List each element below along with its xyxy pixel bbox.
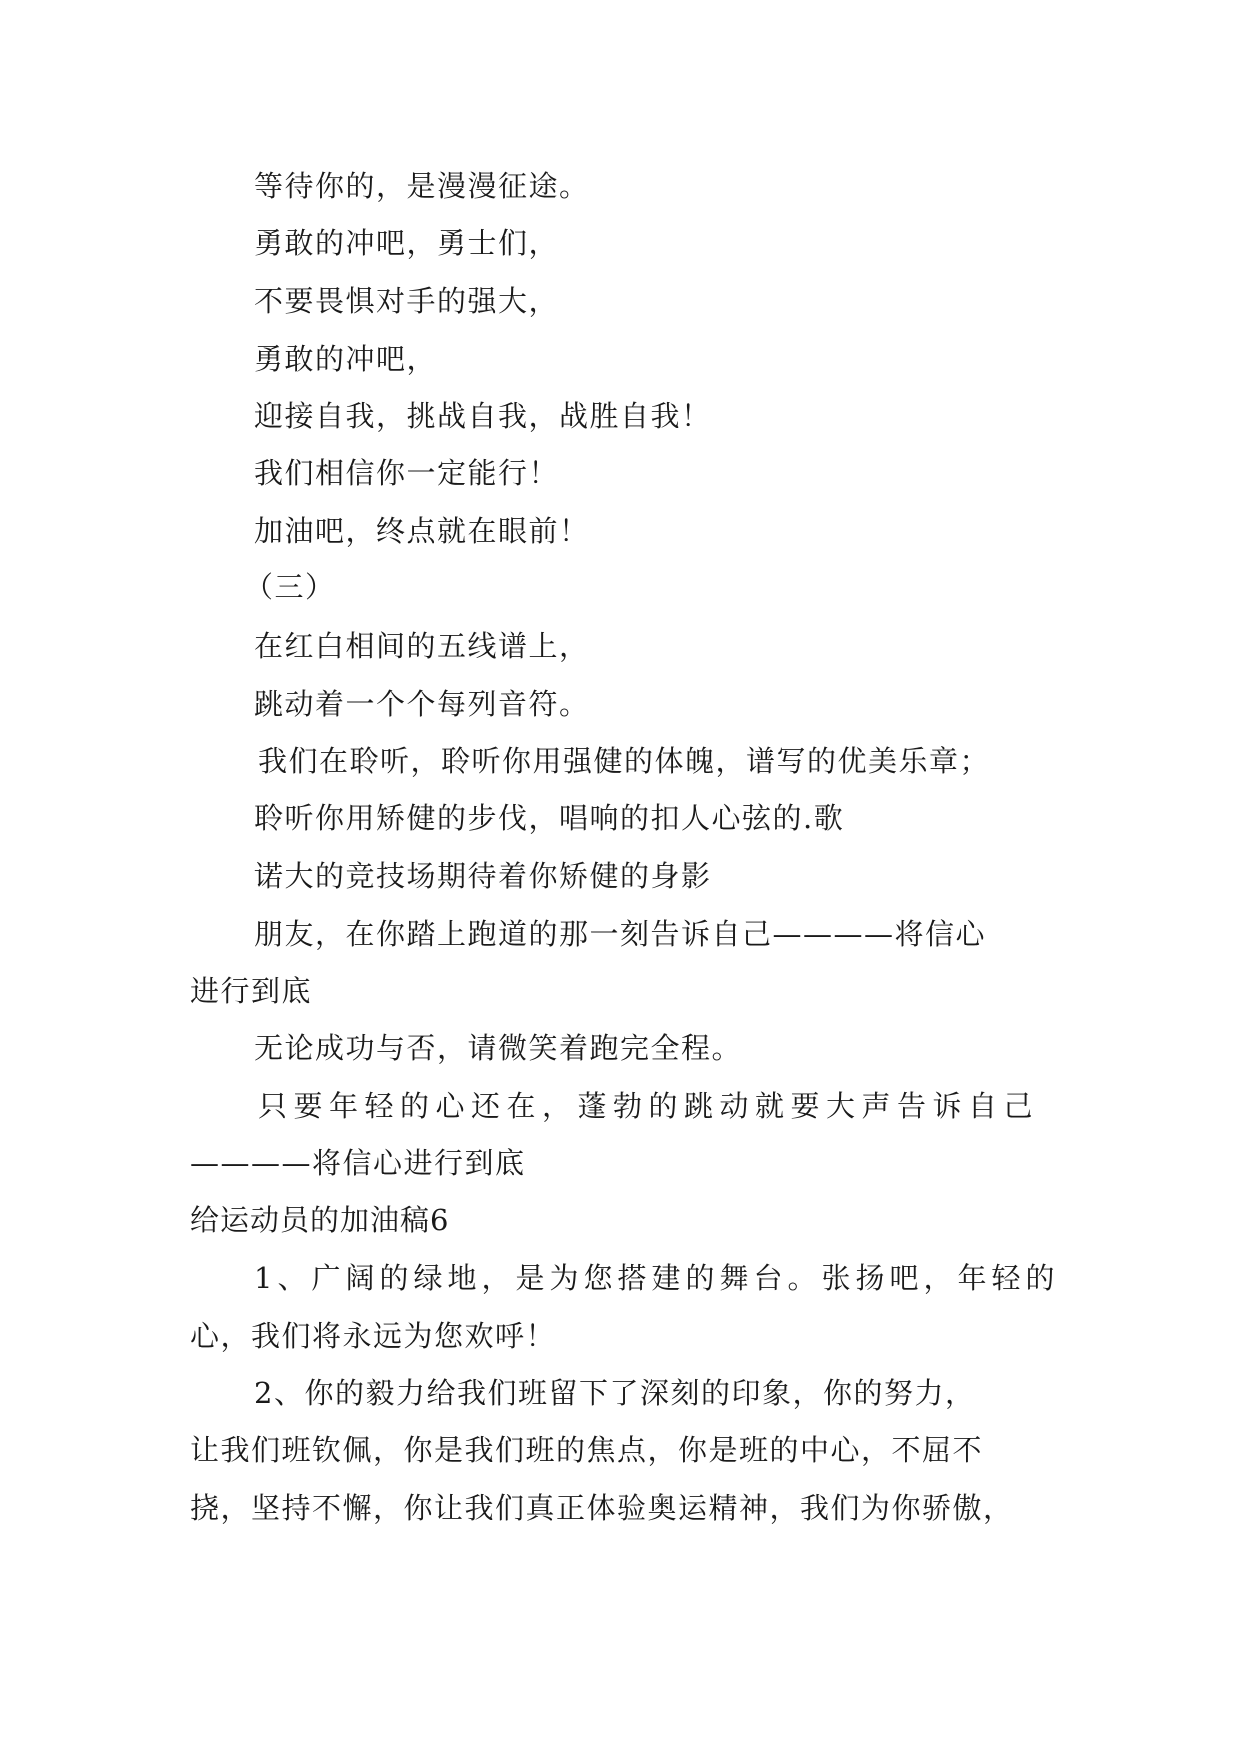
text-line: 心，我们将永远为您欢呼！ — [190, 1319, 557, 1353]
text-line: 勇敢的冲吧，勇士们， — [254, 226, 560, 260]
text-line: 我们在聆听，聆听你用强健的体魄，谱写的优美乐章； — [258, 744, 991, 778]
text-line: 不要畏惧对手的强大， — [254, 284, 560, 318]
text-line: 我们相信你一定能行！ — [254, 456, 560, 490]
text-line: 进行到底 — [190, 974, 313, 1008]
text-line: 诺大的竞技场期待着你矫健的身影 — [254, 859, 712, 893]
section-heading: 给运动员的加油稿6 — [190, 1203, 450, 1237]
text-line: 加油吧，终点就在眼前！ — [254, 514, 590, 548]
text-line: ————将信心进行到底 — [190, 1146, 526, 1180]
text-line: 跳动着一个个每列音符。 — [254, 687, 590, 721]
text-line: 只要年轻的心还在，蓬勃的跳动就要大声告诉自己 — [258, 1089, 1040, 1123]
text-line: 1、广阔的绿地，是为您搭建的舞台。张扬吧，年轻的 — [254, 1261, 1060, 1295]
text-line: 迎接自我，挑战自我，战胜自我！ — [254, 399, 712, 433]
text-line: 等待你的，是漫漫征途。 — [254, 169, 590, 203]
text-line: 勇敢的冲吧， — [254, 342, 438, 376]
text-line: 挠，坚持不懈，你让我们真正体验奥运精神，我们为你骄傲， — [190, 1491, 1014, 1525]
text-line: 在红白相间的五线谱上， — [254, 629, 590, 663]
text-line: 无论成功与否，请微笑着跑完全程。 — [254, 1031, 743, 1065]
section-marker: （三） — [244, 570, 336, 604]
text-line: 聆听你用矫健的步伐，唱响的扣人心弦的.歌 — [254, 801, 845, 835]
text-line: 让我们班钦佩，你是我们班的焦点，你是班的中心，不屈不 — [190, 1433, 984, 1467]
text-line: 朋友，在你踏上跑道的那一刻告诉自己————将信心 — [254, 917, 987, 951]
text-line: 2、你的毅力给我们班留下了深刻的印象，你的努力， — [254, 1376, 976, 1410]
